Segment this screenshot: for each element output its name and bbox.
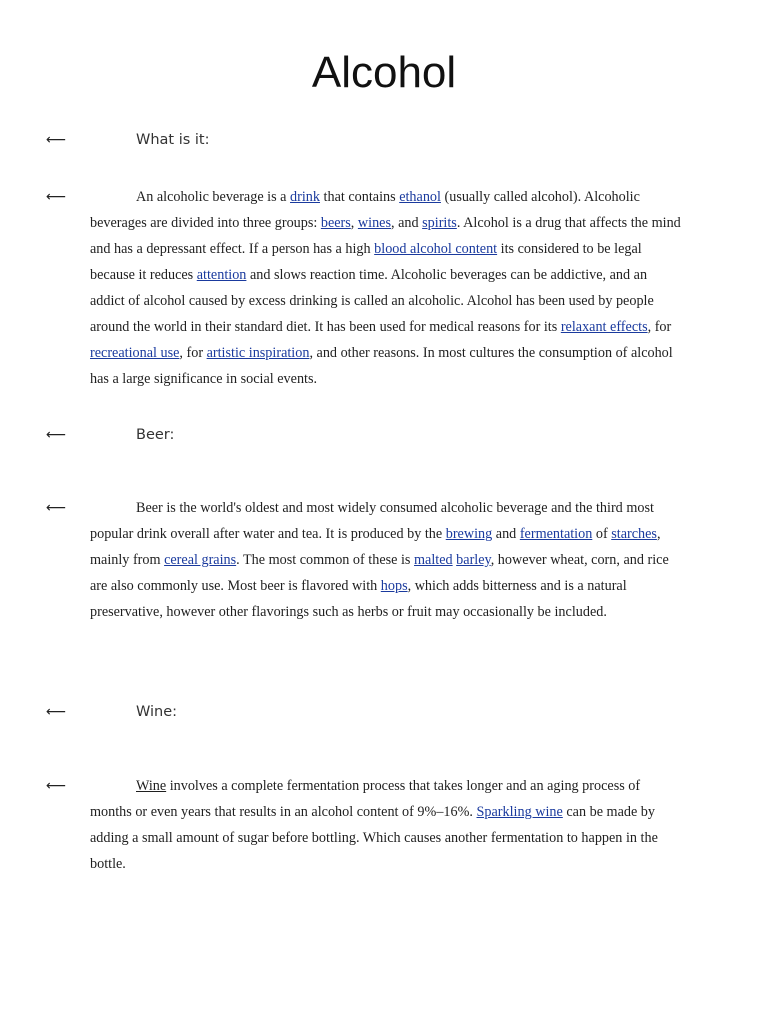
inline-link[interactable]: artistic inspiration (206, 345, 310, 361)
paragraph-text: (usually called alcohol). Alcoholic beverages are divided into three groups: (90, 189, 640, 231)
section-heading-beer: Beer: (136, 427, 175, 443)
inline-link[interactable]: recreational use (90, 345, 180, 361)
inline-link[interactable]: barley (456, 552, 491, 568)
page-title: Alcohol (311, 48, 457, 97)
paragraph-text: , mainly from (90, 526, 661, 568)
paragraph-text: of (592, 526, 612, 542)
inline-link[interactable]: malted (414, 552, 453, 568)
paragraph-text: Beer is the world's oldest and most widely consumed alcoholic beverage and the third most popular drink overall after water and tea. It is produced by the (90, 500, 654, 542)
bullet-arrow-icon: ⟵ (46, 778, 67, 794)
inline-link[interactable]: ethanol (399, 189, 441, 205)
inline-link[interactable]: hops (380, 578, 408, 594)
section-heading-wine: Wine: (136, 704, 178, 720)
paragraph-text: that contains (319, 189, 400, 205)
paragraph-text: , however wheat, corn, and rice are also commonly use. Most beer is flavored with (90, 552, 669, 594)
inline-link[interactable]: relaxant effects (560, 319, 648, 335)
inline-link[interactable]: Wine (136, 778, 167, 794)
inline-link[interactable]: blood alcohol content (374, 241, 498, 257)
bullet-arrow-icon: ⟵ (46, 500, 67, 516)
paragraph-text: its considered to be legal because it reduces (90, 241, 642, 283)
paragraph-text: , (350, 215, 358, 231)
paragraph-text: , for (179, 345, 207, 361)
bullet-arrow-icon: ⟵ (46, 427, 67, 443)
section-paragraph-what-is-it (90, 184, 682, 392)
inline-link[interactable]: spirits (422, 215, 457, 231)
inline-link[interactable]: drink (290, 189, 320, 205)
bullet-arrow-icon: ⟵ (46, 132, 67, 148)
paragraph-text: , which adds bitterness and is a natural preservative, however other flavorings such as herbs or fruit may occasionally be included. (90, 578, 627, 620)
paragraph-text: , and other reasons. In most cultures the consumption of alcohol has a large significance in social events. (90, 345, 673, 387)
inline-link[interactable]: starches (611, 526, 657, 542)
paragraph-text: involves a complete fermentation process that takes longer and an aging process of months or even years that results in an alcohol content of 9%–16%. (90, 778, 641, 820)
inline-link[interactable]: fermentation (519, 526, 593, 542)
inline-link[interactable]: beers (320, 215, 351, 231)
inline-link[interactable]: brewing (445, 526, 493, 542)
paragraph-text: . Alcohol is a drug that affects the mind and has a depressant effect. If a person has a high (90, 215, 681, 257)
paragraph-text: can be made by adding a small amount of sugar before bottling. Which causes another fermentation to happen in the bottle. (90, 804, 658, 872)
paragraph-text: , for (647, 319, 672, 335)
paragraph-text: and (492, 526, 520, 542)
paragraph-text: and slows reaction time. Alcoholic beverages can be addictive, and an addict of alcohol caused by excess drinking is called an alcoholic. Alcohol has been used by people around the world in their standard diet. It has been used for medical reasons for its (90, 267, 654, 335)
inline-link[interactable]: attention (196, 267, 247, 283)
inline-link[interactable]: cereal grains (164, 552, 237, 568)
bullet-arrow-icon: ⟵ (46, 704, 67, 720)
paragraph-text: , and (391, 215, 423, 231)
inline-link[interactable]: Sparkling wine (476, 804, 563, 820)
paragraph-text: An alcoholic beverage is a (136, 189, 291, 205)
section-paragraph-beer (90, 495, 682, 625)
section-heading-what-is-it: What is it: (136, 132, 210, 148)
paragraph-text: . The most common of these is (236, 552, 415, 568)
section-paragraph-wine (90, 773, 682, 877)
inline-link[interactable]: wines (357, 215, 391, 231)
bullet-arrow-icon: ⟵ (46, 189, 67, 205)
